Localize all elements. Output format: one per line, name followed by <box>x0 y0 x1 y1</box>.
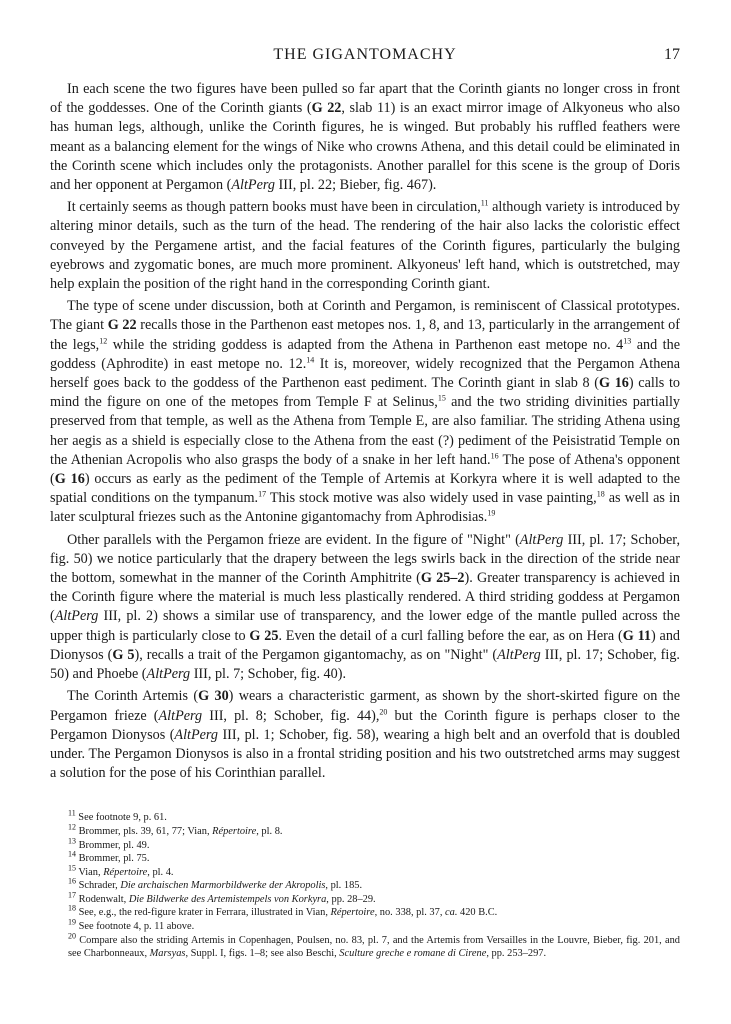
ref-italic: AltPerg <box>54 608 99 625</box>
ref-italic: AltPerg <box>519 531 564 548</box>
paragraph <box>50 80 680 195</box>
ref-italic: Répertoire <box>103 866 148 878</box>
text-run: but the Corinth figure is perhaps closer to the Pergamon Dionysos ( <box>50 707 680 743</box>
ref-bold: G 16 <box>599 375 629 392</box>
ref-bold: G 22 <box>311 100 342 117</box>
ref-bold: G 22 <box>107 317 137 334</box>
text-run: Vian, <box>76 866 104 878</box>
text-run: In each scene the two figures have been pulled so far apart that the Corinth giants no longer cross in front of the goddesses. One of the Corinth giants ( <box>50 81 680 117</box>
footnote-marker: 12 <box>68 822 76 832</box>
text-run: It is, moreover, widely recognized that the Pergamon Athena herself goes back to the goddess of the Parthenon east pediment. The Corinth giant in slab 8 ( <box>50 355 681 392</box>
footnote <box>68 822 680 838</box>
footnote <box>68 876 680 892</box>
ref-italic: AltPerg <box>231 177 275 194</box>
text-run: , pl. 8. <box>256 825 283 837</box>
ref-italic: Marsyas <box>149 947 186 959</box>
text-run: and the goddess (Aphrodite) in east metope no. 12. <box>50 336 680 372</box>
text-run: III, pl. 2) shows a similar use of transparency, and the lower edge of the mantle pulled across the upper thigh is particularly close to <box>50 608 680 644</box>
ref-italic: Die Bildwerke des Artemistempels von Korkyra <box>128 893 327 905</box>
text-run: and the two striding divinities partially preserved from that temple, as well as the Athena from Temple E, are also familiar. The striding Athena using her aegis as a shield is especially close to the Athena from the east (?) pediment of the Peisistratid Temple on the Athenian Acropolis who also grasps the body of a snake in her left hand. <box>50 394 680 468</box>
paragraph <box>50 297 680 527</box>
text-run: III, pl. 7; Schober, fig. 40). <box>190 666 346 683</box>
ref-italic: AltPerg <box>158 707 203 724</box>
footnote-marker: 17 <box>258 489 267 499</box>
footnote-marker: 15 <box>68 863 76 873</box>
ref-italic: Sculture greche e romane di Cirene <box>339 947 487 959</box>
footnote-marker: 15 <box>437 393 446 403</box>
ref-italic: AltPerg <box>146 666 191 683</box>
paragraph <box>50 531 680 685</box>
text-run: III, pl. 17; Schober, fig. 50) and Phoebe ( <box>50 646 680 683</box>
text-run: Brommer, pl. 75. <box>76 853 150 865</box>
footnote <box>50 931 680 960</box>
ref-bold: G 11 <box>622 627 651 644</box>
ref-italic: Die archaischen Marmorbildwerke der Akropolis <box>120 880 326 892</box>
text-run: III, pl. 8; Schober, fig. 44), <box>202 707 380 724</box>
footnote-marker: 16 <box>68 876 76 886</box>
text-run: , no. 338, pl. 37, <box>374 907 446 919</box>
text-run: , pp. 253–297. <box>486 947 547 959</box>
text-run: ) calls to mind the figure on one of the metopes from Temple F at Selinus, <box>50 375 680 411</box>
text-run: , pl. 185. <box>325 880 363 892</box>
footnote-marker: 20 <box>379 706 388 716</box>
footnote <box>68 890 680 906</box>
running-title: THE GIGANTOMACHY <box>273 46 457 63</box>
footnote-marker: 18 <box>596 489 605 499</box>
footnote-marker: 19 <box>68 917 76 927</box>
text-run: ) and Dionysos ( <box>50 627 681 663</box>
ref-italic: AltPerg <box>497 646 541 663</box>
text-run: as well as in later sculptural friezes such as the Antonine gigantomachy from Aphrodisias. <box>50 490 680 526</box>
body-text <box>50 80 680 783</box>
text-run: Compare also the striding Artemis in Copenhagen, Poulsen, no. 83, pl. 7, and the Artemis from Versailles in the Louvre, Bieber, fig. 201, and see Charbonneaux, <box>68 934 680 959</box>
text-run: Other parallels with the Pergamon frieze are evident. In the figure of "Night" ( <box>67 531 520 548</box>
text-run: See footnote 9, p. 61. <box>75 812 167 824</box>
ref-bold: G 5 <box>112 646 135 663</box>
text-run: Brommer, pl. 49. <box>76 839 150 851</box>
text-run: , slab 11) is an exact mirror image of Alkyoneus who also has human legs, although, unlike the Corinth figures, he is winged. But probably his ruffled feathers were meant as a balancing element for the wings of Nike who crowns Athena, and this detail could be eliminated in the Corinth scene which includes only the protagonists. Another parallel for this scene is the group of Doris and her opponent at Pergamon ( <box>50 100 681 194</box>
footnote <box>68 849 680 865</box>
text-run: The Corinth Artemis ( <box>67 688 199 705</box>
text-run: while the striding goddess is adapted from the Athena in Parthenon east metope no. 4 <box>107 336 624 353</box>
text-run: See footnote 4, p. 11 above. <box>76 921 195 933</box>
footnote-marker: 14 <box>306 355 315 365</box>
footnote-marker: 16 <box>490 451 499 461</box>
ref-bold: G 25 <box>249 627 279 644</box>
footnote <box>68 906 680 919</box>
footnote-marker: 19 <box>487 508 496 518</box>
text-run: , pl. 4. <box>147 866 174 878</box>
ref-bold: G 16 <box>54 471 85 488</box>
text-run: The type of scene under discussion, both at Corinth and Pergamon, is reminiscent of Classical prototypes. The giant <box>50 298 680 334</box>
footnote-marker: 13 <box>68 836 76 846</box>
text-run: III, pl. 1; Schober, fig. 58), wearing a high belt and an overfold that is doubled under. The Pergamon Dionysos is also in a frontal striding position and his two outstretched arms may suggest a solution for the pose of his Corinthian parallel. <box>50 726 680 782</box>
text-run: ). Greater transparency is achieved in the Corinth figure where the material is much less plastically rendered. A third striding goddess at Pergamon ( <box>50 570 680 625</box>
ref-bold: G 25–2 <box>420 570 465 587</box>
footnote-marker: 13 <box>623 335 632 345</box>
footnote-marker: 14 <box>68 849 76 859</box>
footnote <box>68 808 680 824</box>
footnote <box>68 917 680 933</box>
text-run: Brommer, pls. 39, 61, 77; Vian, <box>76 825 213 837</box>
footnote <box>68 863 680 879</box>
paragraph <box>50 198 680 294</box>
text-run: although variety is introduced by altering minor details, such as the turn of the head. The rendering of the hair also lacks the coloristic effect conveyed by the Pergamene artist, and the facial features of the Corinth figures, particularly the bulging eyebrows and zygomatic bones, are much more prominent. Alkyoneus' left hand, which is outstretched, may help explain the position of the right hand in the corresponding Corinth giant. <box>50 199 680 293</box>
paragraph <box>50 687 680 783</box>
footnotes <box>50 808 680 959</box>
footnote-marker: 17 <box>68 890 76 900</box>
footnote-marker: 11 <box>480 198 489 208</box>
text-run: recalls those in the Parthenon east metopes nos. 1, 8, and 13, particularly in the arrangement of the legs, <box>50 317 680 353</box>
text-run: III, pl. 22; Bieber, fig. 467). <box>274 177 437 194</box>
text-run: ) wears a characteristic garment, as shown by the short-skirted figure on the Pergamon frieze ( <box>50 688 681 724</box>
ref-italic: ca. <box>445 907 458 919</box>
footnote-marker: 18 <box>68 904 76 913</box>
text-run: This stock motive was also widely used in vase painting, <box>266 490 597 507</box>
page-number: 17 <box>664 46 680 63</box>
text-run: , pp. 28–29. <box>326 893 376 905</box>
footnote <box>68 836 680 852</box>
text-run: ), recalls a trait of the Pergamon gigantomachy, as on "Night" ( <box>134 646 498 663</box>
text-run: See, e.g., the red-figure krater in Ferrara, illustrated in Vian, <box>76 907 331 919</box>
footnote-marker: 20 <box>68 931 76 941</box>
running-head <box>50 46 680 70</box>
page <box>50 46 680 960</box>
text-run: , Suppl. I, figs. 1–8; see also Beschi, <box>185 947 340 959</box>
ref-bold: G 30 <box>198 688 229 705</box>
text-run: . Even the detail of a curl falling before the ear, as on Hera ( <box>278 627 623 644</box>
text-run: Rodenwalt, <box>76 893 129 905</box>
ref-italic: Répertoire <box>330 907 375 919</box>
text-run: ) occurs as early as the pediment of the Temple of Artemis at Korkyra where it is well adapted to the spatial conditions on the tympanum. <box>50 471 680 507</box>
footnote-marker: 11 <box>68 808 76 818</box>
text-run: III, pl. 17; Schober, fig. 50) we notice particularly that the drapery between the legs swirls back in the direction of the stride near the bottom, somewhat in the manner of the Corinth Amphitrite ( <box>50 531 680 587</box>
text-run: 420 B.C. <box>457 907 498 919</box>
text-run: It certainly seems as though pattern books must have been in circulation, <box>67 199 481 216</box>
footnote-marker: 12 <box>99 335 108 345</box>
ref-italic: Répertoire <box>212 825 257 837</box>
ref-italic: AltPerg <box>174 726 219 743</box>
text-run: The pose of Athena's opponent ( <box>50 451 680 488</box>
text-run: Schrader, <box>76 880 121 892</box>
